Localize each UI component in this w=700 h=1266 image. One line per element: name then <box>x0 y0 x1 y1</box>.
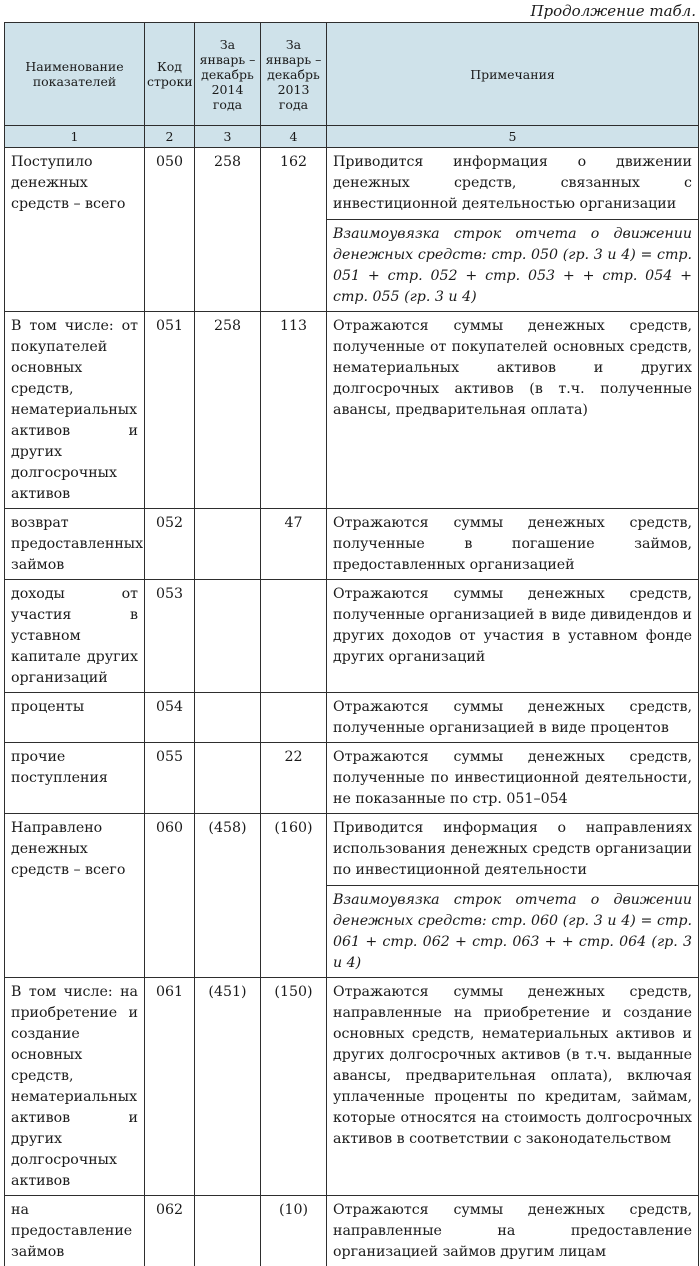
value-2013: 22 <box>261 743 327 814</box>
column-number: 3 <box>195 126 261 148</box>
value-2014 <box>195 509 261 580</box>
value-2013: (160) <box>261 814 327 978</box>
row-code: 061 <box>145 978 195 1196</box>
row-name: проценты <box>5 693 145 743</box>
table-header-row <box>5 23 699 126</box>
header-line-code: Код строки <box>145 23 195 126</box>
row-note-reconciliation: Взаимоувязка строк отчета о движении денежных средств: стр. 050 (гр. 3 и 4) = стр. 051 + стр. 052 + стр. 053 + + стр. 054 + стр. 055 (гр. 3 и 4) <box>327 220 699 312</box>
row-name: прочие поступления <box>5 743 145 814</box>
header-indicator-name: Наименование показателей <box>5 23 145 126</box>
value-2014 <box>195 580 261 693</box>
value-2014 <box>195 1196 261 1266</box>
value-2014 <box>195 693 261 743</box>
row-name: Направлено денежных средств – всего <box>5 814 145 978</box>
value-2013: (150) <box>261 978 327 1196</box>
table-row <box>5 1196 699 1266</box>
value-2014: (458) <box>195 814 261 978</box>
header-year-2013: За январь – декабрь 2013 года <box>261 23 327 126</box>
row-code: 050 <box>145 148 195 312</box>
table-row <box>5 312 699 509</box>
row-code: 053 <box>145 580 195 693</box>
row-name: В том числе: от покупателей основных средств, нематериальных активов и других долгосрочных активов <box>5 312 145 509</box>
value-2013: 162 <box>261 148 327 312</box>
value-2014 <box>195 743 261 814</box>
row-code: 052 <box>145 509 195 580</box>
continuation-label: Продолжение табл. <box>530 2 696 20</box>
row-code: 051 <box>145 312 195 509</box>
column-number-row <box>5 126 699 148</box>
value-2013: 47 <box>261 509 327 580</box>
row-note: Отражаются суммы денежных средств, полученные организацией в виде процентов <box>327 693 699 743</box>
row-note: Приводится информация о направлениях использования денежных средств организации по инвестиционной деятельности <box>327 814 699 886</box>
table-row <box>5 978 699 1196</box>
row-name: на предоставление займов <box>5 1196 145 1266</box>
table-row <box>5 580 699 693</box>
table-row <box>5 148 699 220</box>
table-row <box>5 743 699 814</box>
value-2014: (451) <box>195 978 261 1196</box>
table-row <box>5 814 699 886</box>
row-name: Поступило денежных средств – всего <box>5 148 145 312</box>
row-name: возврат предоставленных займов <box>5 509 145 580</box>
value-2013: (10) <box>261 1196 327 1266</box>
column-number: 1 <box>5 126 145 148</box>
row-note: Отражаются суммы денежных средств, полученные организацией в виде дивидендов и других доходов от участия в уставном фонде других организаций <box>327 580 699 693</box>
row-code: 054 <box>145 693 195 743</box>
table-row <box>5 509 699 580</box>
row-note: Отражаются суммы денежных средств, полученные по инвестиционной деятельности, не показанные по стр. 051–054 <box>327 743 699 814</box>
cash-flow-table <box>4 22 699 1266</box>
row-name: доходы от участия в уставном капитале других организаций <box>5 580 145 693</box>
row-code: 060 <box>145 814 195 978</box>
row-code: 062 <box>145 1196 195 1266</box>
row-code: 055 <box>145 743 195 814</box>
column-number: 5 <box>327 126 699 148</box>
value-2013 <box>261 580 327 693</box>
column-number: 2 <box>145 126 195 148</box>
header-year-2014: За январь – декабрь 2014 года <box>195 23 261 126</box>
row-note: Отражаются суммы денежных средств, полученные в погашение займов, предоставленных организацией <box>327 509 699 580</box>
header-notes: Примечания <box>327 23 699 126</box>
row-note: Отражаются суммы денежных средств, направленные на приобретение и создание основных средств, нематериальных активов и других долгосрочных активов (в т.ч. выданные авансы, предварительная оплата), включая уплаченные проценты по кредитам, займам, которые относятся на стоимость долгосрочных активов в соответствии с законодательством <box>327 978 699 1196</box>
column-number: 4 <box>261 126 327 148</box>
table-row <box>5 693 699 743</box>
value-2014: 258 <box>195 148 261 312</box>
row-note-reconciliation: Взаимоувязка строк отчета о движении денежных средств: стр. 060 (гр. 3 и 4) = стр. 061 + стр. 062 + стр. 063 + + стр. 064 (гр. 3 и 4) <box>327 886 699 978</box>
value-2013 <box>261 693 327 743</box>
row-name: В том числе: на приобретение и создание основных средств, нематериальных активов и других долгосрочных активов <box>5 978 145 1196</box>
value-2014: 258 <box>195 312 261 509</box>
row-note: Отражаются суммы денежных средств, направленные на предоставление организацией займов другим лицам <box>327 1196 699 1266</box>
value-2013: 113 <box>261 312 327 509</box>
row-note: Приводится информация о движении денежных средств, связанных с инвестиционной деятельностью организации <box>327 148 699 220</box>
row-note: Отражаются суммы денежных средств, полученные от покупателей основных средств, нематериальных активов и других долгосрочных активов (в т.ч. полученные авансы, предварительная оплата) <box>327 312 699 509</box>
